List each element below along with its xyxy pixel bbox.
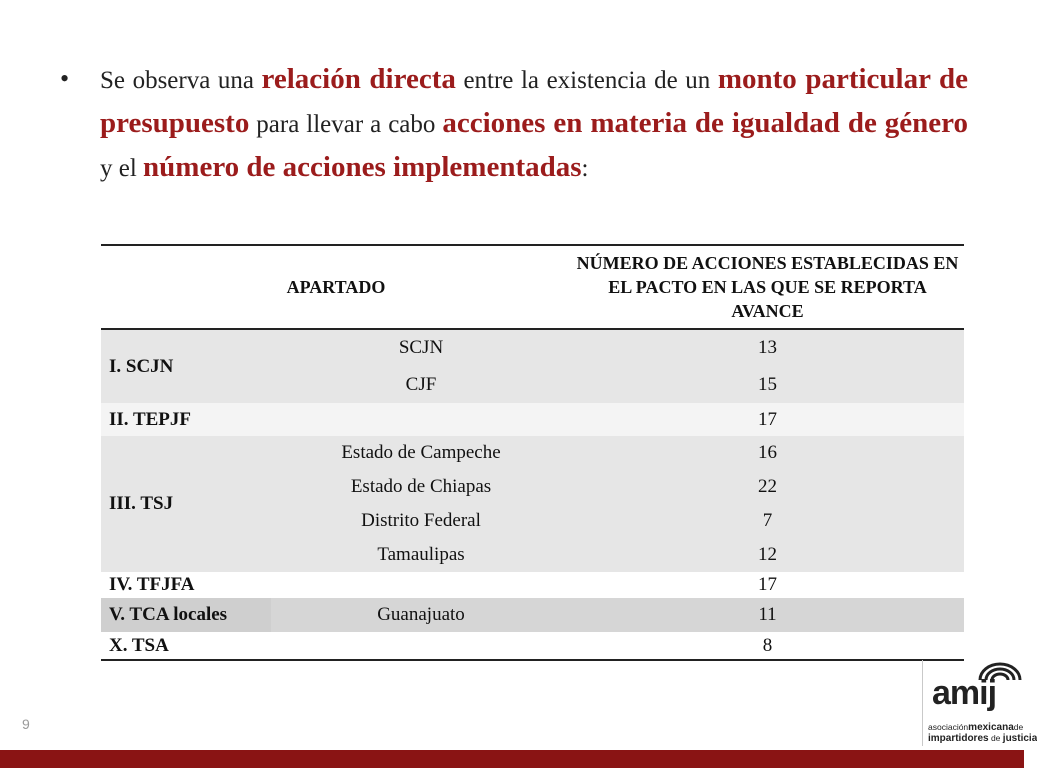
table-row (101, 436, 964, 470)
row-value: 22 (571, 470, 964, 504)
logo-caption (928, 722, 1037, 744)
logo-caption-part: de (1013, 722, 1024, 732)
amij-logo (928, 660, 1037, 748)
actions-table (101, 244, 964, 661)
logo-caption-part: mexicana (968, 722, 1014, 733)
row-apartado: I. SCJN (101, 329, 271, 403)
logo-caption-part: asociación (928, 722, 969, 732)
row-sub: Estado de Campeche (271, 436, 571, 470)
header-apartado: APARTADO (101, 245, 571, 329)
table-row (101, 403, 964, 436)
bullet-text (100, 58, 968, 190)
bullet-highlight: monto particular de presupuesto (100, 63, 968, 139)
row-sub (271, 632, 571, 660)
bullet-segment: Se observa una (100, 67, 262, 94)
table-row (101, 329, 964, 366)
row-value: 12 (571, 538, 964, 572)
bullet-segment: para llevar a cabo (249, 111, 443, 138)
row-apartado: III. TSJ (101, 436, 271, 572)
row-value: 16 (571, 436, 964, 470)
slide-number: 9 (22, 716, 30, 732)
bullet-highlight: acciones en materia de igualdad de género (442, 107, 968, 139)
logo-divider (922, 660, 923, 746)
logo-caption-part: de (990, 733, 1001, 743)
row-value: 11 (571, 598, 964, 632)
row-value: 7 (571, 504, 964, 538)
table-row (101, 572, 964, 598)
logo-caption-part: impartidores (928, 733, 989, 744)
row-sub: CJF (271, 366, 571, 403)
row-value: 13 (571, 329, 964, 366)
logo-word: amij (932, 674, 997, 712)
row-apartado: II. TEPJF (101, 403, 271, 436)
row-sub: SCJN (271, 329, 571, 366)
bullet-segment: entre la existencia de un (455, 67, 718, 94)
header-numero-acciones: NÚMERO DE ACCIONES ESTABLECIDAS EN EL PACTO EN LAS QUE SE REPORTA AVANCE (571, 245, 964, 329)
table-row (101, 632, 964, 660)
row-value: 17 (571, 572, 964, 598)
row-sub (271, 572, 571, 598)
row-apartado: IV. TFJFA (101, 572, 271, 598)
table-row (101, 598, 964, 632)
bullet-segment: y el (100, 155, 144, 182)
bullet-highlight: relación directa (261, 63, 456, 95)
bullet-highlight: número de acciones implementadas (143, 151, 582, 183)
row-sub (271, 403, 571, 436)
row-sub: Distrito Federal (271, 504, 571, 538)
bullet-point (58, 58, 968, 190)
row-sub: Guanajuato (271, 598, 571, 632)
bullet-segment: : (581, 155, 589, 182)
row-value: 15 (571, 366, 964, 403)
row-sub: Tamaulipas (271, 538, 571, 572)
row-sub: Estado de Chiapas (271, 470, 571, 504)
logo-caption-part: justicia (1002, 733, 1037, 744)
row-apartado: X. TSA (101, 632, 271, 660)
row-value: 8 (571, 632, 964, 660)
bottom-bar (0, 750, 1024, 768)
row-apartado: V. TCA locales (101, 598, 271, 632)
bullet-symbol: • (60, 64, 70, 93)
row-value: 17 (571, 403, 964, 436)
